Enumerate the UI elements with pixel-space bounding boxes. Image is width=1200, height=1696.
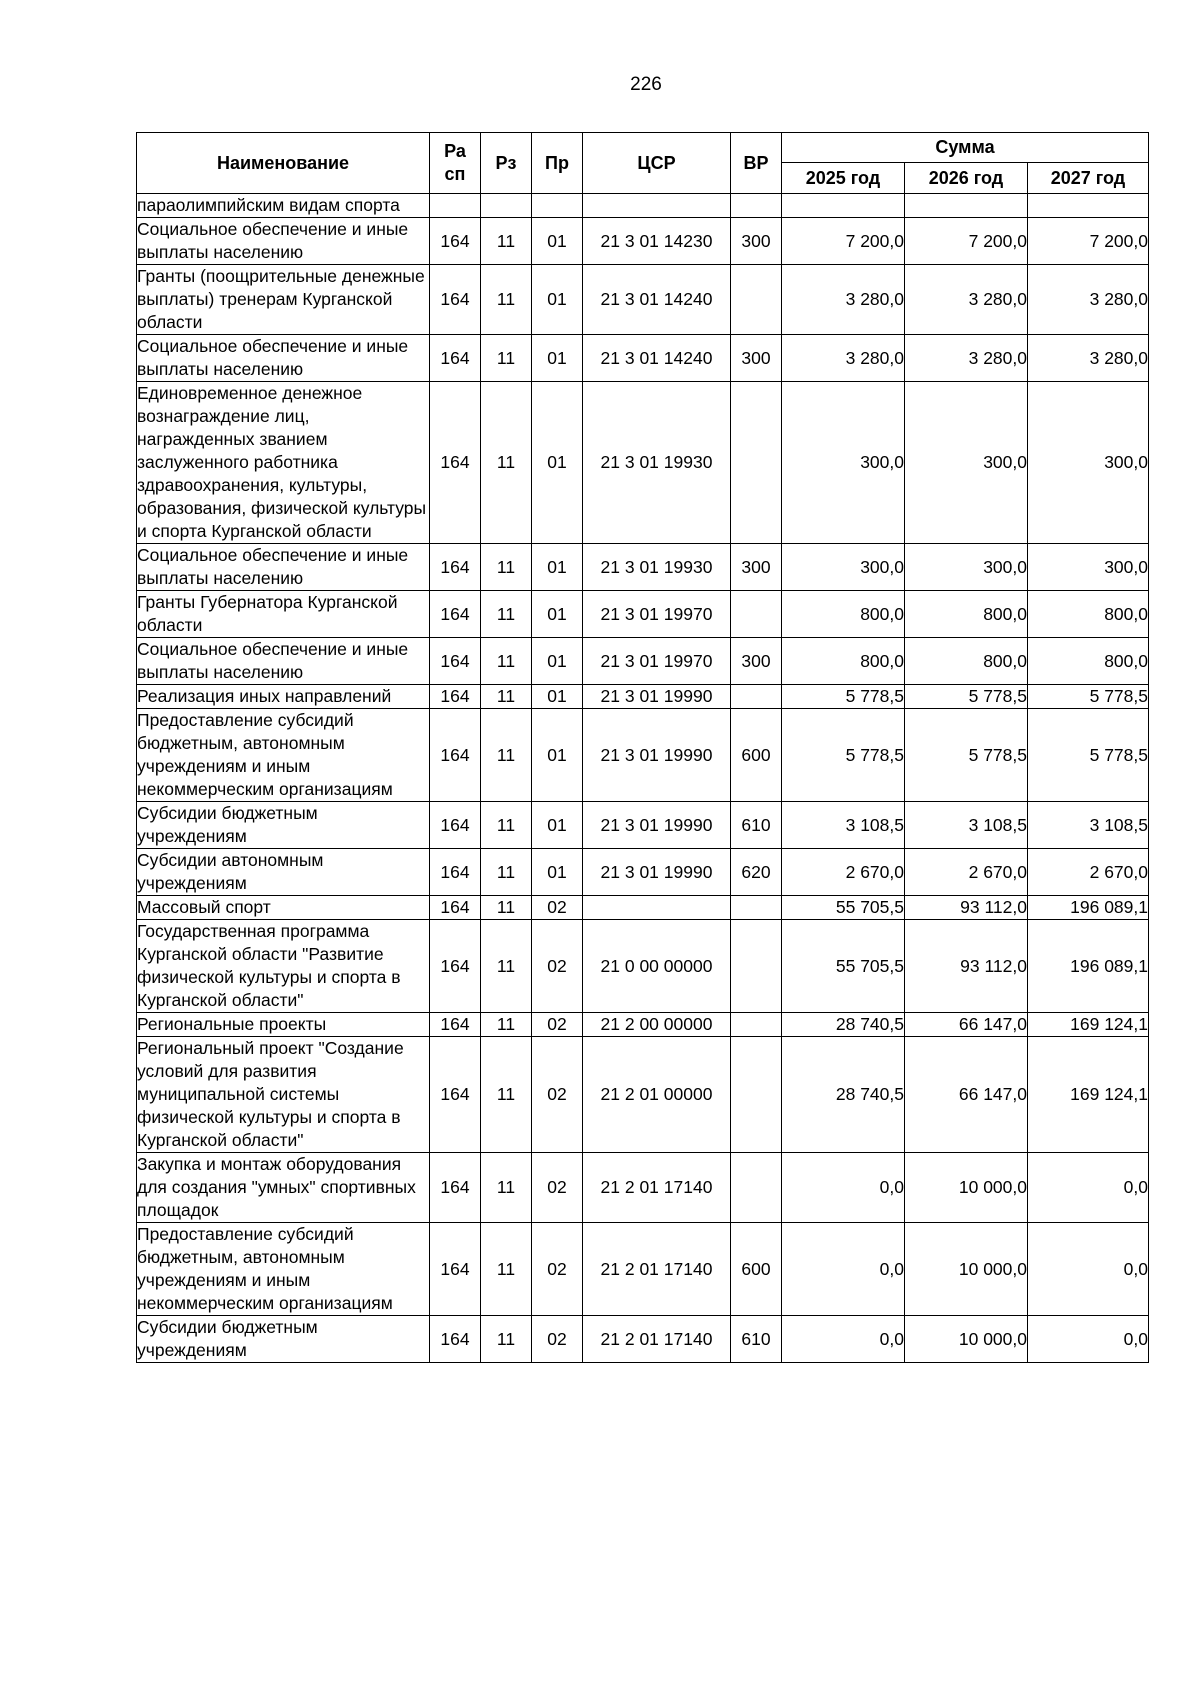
cell-csr: 21 2 01 17140 bbox=[583, 1153, 731, 1223]
cell-rz: 11 bbox=[481, 591, 532, 638]
cell-name: Массовый спорт bbox=[137, 896, 430, 920]
cell-vr: 300 bbox=[731, 544, 782, 591]
cell-2026: 66 147,0 bbox=[905, 1013, 1028, 1037]
cell-2026: 300,0 bbox=[905, 382, 1028, 544]
cell-2025: 0,0 bbox=[782, 1316, 905, 1363]
cell-rasp: 164 bbox=[430, 335, 481, 382]
cell-2027: 0,0 bbox=[1028, 1153, 1149, 1223]
cell-pr: 02 bbox=[532, 896, 583, 920]
cell-pr: 01 bbox=[532, 218, 583, 265]
cell-name: Предоставление субсидий бюджетным, автономным учреждениям и иным некоммерческим организациям bbox=[137, 1223, 430, 1316]
table-row bbox=[137, 1013, 1149, 1037]
cell-2027: 196 089,1 bbox=[1028, 896, 1149, 920]
cell-2026 bbox=[905, 194, 1028, 218]
cell-csr bbox=[583, 194, 731, 218]
cell-pr: 02 bbox=[532, 1037, 583, 1153]
table-row bbox=[137, 382, 1149, 544]
cell-pr: 02 bbox=[532, 1223, 583, 1316]
cell-pr: 01 bbox=[532, 685, 583, 709]
cell-2025: 28 740,5 bbox=[782, 1013, 905, 1037]
cell-csr: 21 3 01 19990 bbox=[583, 709, 731, 802]
cell-2025: 2 670,0 bbox=[782, 849, 905, 896]
cell-name: Гранты (поощрительные денежные выплаты) тренерам Курганской области bbox=[137, 265, 430, 335]
page-number: 226 bbox=[630, 74, 662, 95]
cell-csr: 21 2 01 17140 bbox=[583, 1223, 731, 1316]
cell-2027: 5 778,5 bbox=[1028, 685, 1149, 709]
cell-2026: 3 280,0 bbox=[905, 265, 1028, 335]
cell-2026: 5 778,5 bbox=[905, 685, 1028, 709]
cell-2026: 2 670,0 bbox=[905, 849, 1028, 896]
cell-name: Единовременное денежное вознаграждение лиц, награжденных званием заслуженного работника здравоохранения, культуры, образования, физической культуры и спорта Курганской области bbox=[137, 382, 430, 544]
cell-rz: 11 bbox=[481, 1153, 532, 1223]
header-year-2025: 2025 год bbox=[782, 163, 905, 194]
cell-2025: 0,0 bbox=[782, 1223, 905, 1316]
cell-2025: 55 705,5 bbox=[782, 920, 905, 1013]
cell-name: Социальное обеспечение и иные выплаты населению bbox=[137, 218, 430, 265]
cell-pr: 01 bbox=[532, 265, 583, 335]
cell-rz: 11 bbox=[481, 1013, 532, 1037]
header-csr: ЦСР bbox=[583, 133, 731, 194]
cell-2027: 2 670,0 bbox=[1028, 849, 1149, 896]
cell-rasp: 164 bbox=[430, 1223, 481, 1316]
table-row bbox=[137, 1153, 1149, 1223]
cell-rasp: 164 bbox=[430, 1013, 481, 1037]
cell-2025: 800,0 bbox=[782, 638, 905, 685]
cell-csr: 21 3 01 19930 bbox=[583, 382, 731, 544]
cell-pr: 01 bbox=[532, 802, 583, 849]
header-year-2027: 2027 год bbox=[1028, 163, 1149, 194]
cell-2026: 800,0 bbox=[905, 638, 1028, 685]
cell-name: Региональные проекты bbox=[137, 1013, 430, 1037]
header-name: Наименование bbox=[137, 133, 430, 194]
cell-csr: 21 3 01 19990 bbox=[583, 802, 731, 849]
cell-csr bbox=[583, 896, 731, 920]
cell-2027: 300,0 bbox=[1028, 382, 1149, 544]
cell-2027 bbox=[1028, 194, 1149, 218]
cell-2025: 5 778,5 bbox=[782, 709, 905, 802]
cell-rz: 11 bbox=[481, 638, 532, 685]
cell-vr bbox=[731, 685, 782, 709]
cell-2025 bbox=[782, 194, 905, 218]
cell-name: Государственная программа Курганской области "Развитие физической культуры и спорта в Курганской области" bbox=[137, 920, 430, 1013]
cell-pr: 02 bbox=[532, 920, 583, 1013]
cell-vr: 300 bbox=[731, 638, 782, 685]
cell-pr: 01 bbox=[532, 591, 583, 638]
cell-pr: 01 bbox=[532, 638, 583, 685]
cell-rz: 11 bbox=[481, 1316, 532, 1363]
cell-rasp: 164 bbox=[430, 382, 481, 544]
cell-rz: 11 bbox=[481, 1037, 532, 1153]
table-row bbox=[137, 802, 1149, 849]
cell-2027: 0,0 bbox=[1028, 1316, 1149, 1363]
cell-pr: 01 bbox=[532, 709, 583, 802]
cell-2025: 300,0 bbox=[782, 544, 905, 591]
cell-vr bbox=[731, 591, 782, 638]
cell-name: Субсидии бюджетным учреждениям bbox=[137, 802, 430, 849]
cell-2025: 0,0 bbox=[782, 1153, 905, 1223]
cell-2025: 28 740,5 bbox=[782, 1037, 905, 1153]
cell-vr: 610 bbox=[731, 1316, 782, 1363]
cell-2026: 93 112,0 bbox=[905, 920, 1028, 1013]
header-rasp-line2: сп bbox=[444, 164, 466, 184]
cell-vr: 300 bbox=[731, 218, 782, 265]
cell-name: Социальное обеспечение и иные выплаты населению bbox=[137, 544, 430, 591]
table-row bbox=[137, 709, 1149, 802]
cell-name: Закупка и монтаж оборудования для создания "умных" спортивных площадок bbox=[137, 1153, 430, 1223]
cell-name: параолимпийским видам спорта bbox=[137, 194, 430, 218]
table-row bbox=[137, 685, 1149, 709]
cell-2025: 3 280,0 bbox=[782, 265, 905, 335]
cell-pr bbox=[532, 194, 583, 218]
budget-table bbox=[136, 132, 1149, 1363]
table-body bbox=[137, 194, 1149, 1363]
cell-2027: 196 089,1 bbox=[1028, 920, 1149, 1013]
cell-2026: 300,0 bbox=[905, 544, 1028, 591]
cell-rasp: 164 bbox=[430, 1316, 481, 1363]
header-rasp-line1: Ра bbox=[444, 141, 466, 161]
cell-vr bbox=[731, 265, 782, 335]
cell-csr: 21 3 01 19970 bbox=[583, 591, 731, 638]
cell-rz: 11 bbox=[481, 896, 532, 920]
cell-2027: 5 778,5 bbox=[1028, 709, 1149, 802]
cell-pr: 01 bbox=[532, 382, 583, 544]
cell-csr: 21 3 01 19990 bbox=[583, 685, 731, 709]
header-year-2026: 2026 год bbox=[905, 163, 1028, 194]
table-header-row bbox=[137, 133, 1149, 163]
cell-vr bbox=[731, 896, 782, 920]
cell-rasp: 164 bbox=[430, 802, 481, 849]
cell-vr: 600 bbox=[731, 1223, 782, 1316]
cell-2027: 300,0 bbox=[1028, 544, 1149, 591]
cell-2026: 10 000,0 bbox=[905, 1316, 1028, 1363]
cell-vr bbox=[731, 1037, 782, 1153]
cell-pr: 01 bbox=[532, 849, 583, 896]
cell-2025: 7 200,0 bbox=[782, 218, 905, 265]
cell-vr: 620 bbox=[731, 849, 782, 896]
table-row bbox=[137, 1037, 1149, 1153]
table-row bbox=[137, 591, 1149, 638]
cell-2026: 10 000,0 bbox=[905, 1153, 1028, 1223]
cell-name: Субсидии бюджетным учреждениям bbox=[137, 1316, 430, 1363]
cell-vr: 300 bbox=[731, 335, 782, 382]
cell-csr: 21 3 01 19970 bbox=[583, 638, 731, 685]
cell-rz: 11 bbox=[481, 218, 532, 265]
header-pr: Пр bbox=[532, 133, 583, 194]
cell-pr: 02 bbox=[532, 1153, 583, 1223]
cell-csr: 21 3 01 14240 bbox=[583, 335, 731, 382]
cell-rasp: 164 bbox=[430, 591, 481, 638]
cell-csr: 21 3 01 19930 bbox=[583, 544, 731, 591]
header-vr: ВР bbox=[731, 133, 782, 194]
cell-vr bbox=[731, 1013, 782, 1037]
cell-name: Социальное обеспечение и иные выплаты населению bbox=[137, 638, 430, 685]
cell-2027: 3 280,0 bbox=[1028, 335, 1149, 382]
cell-name: Субсидии автономным учреждениям bbox=[137, 849, 430, 896]
cell-2027: 169 124,1 bbox=[1028, 1013, 1149, 1037]
cell-pr: 02 bbox=[532, 1013, 583, 1037]
header-sum: Сумма bbox=[782, 133, 1149, 163]
cell-pr: 01 bbox=[532, 544, 583, 591]
cell-rasp: 164 bbox=[430, 920, 481, 1013]
cell-vr bbox=[731, 194, 782, 218]
cell-2025: 5 778,5 bbox=[782, 685, 905, 709]
table-row bbox=[137, 1316, 1149, 1363]
cell-rasp: 164 bbox=[430, 1037, 481, 1153]
table-row bbox=[137, 544, 1149, 591]
cell-rz: 11 bbox=[481, 685, 532, 709]
cell-2025: 55 705,5 bbox=[782, 896, 905, 920]
cell-2025: 3 108,5 bbox=[782, 802, 905, 849]
cell-name: Гранты Губернатора Курганской области bbox=[137, 591, 430, 638]
cell-rasp: 164 bbox=[430, 218, 481, 265]
table-row bbox=[137, 849, 1149, 896]
cell-pr: 02 bbox=[532, 1316, 583, 1363]
cell-rasp: 164 bbox=[430, 896, 481, 920]
cell-rz: 11 bbox=[481, 802, 532, 849]
cell-rasp: 164 bbox=[430, 709, 481, 802]
cell-vr bbox=[731, 920, 782, 1013]
cell-pr: 01 bbox=[532, 335, 583, 382]
cell-csr: 21 3 01 14240 bbox=[583, 265, 731, 335]
header-rz: Рз bbox=[481, 133, 532, 194]
cell-2026: 7 200,0 bbox=[905, 218, 1028, 265]
cell-name: Реализация иных направлений bbox=[137, 685, 430, 709]
cell-2026: 3 108,5 bbox=[905, 802, 1028, 849]
cell-csr: 21 0 00 00000 bbox=[583, 920, 731, 1013]
cell-rz: 11 bbox=[481, 920, 532, 1013]
cell-2026: 3 280,0 bbox=[905, 335, 1028, 382]
cell-rz: 11 bbox=[481, 709, 532, 802]
cell-rasp: 164 bbox=[430, 849, 481, 896]
cell-2026: 800,0 bbox=[905, 591, 1028, 638]
cell-2027: 0,0 bbox=[1028, 1223, 1149, 1316]
cell-rz: 11 bbox=[481, 265, 532, 335]
header-rasp bbox=[430, 133, 481, 194]
cell-2025: 3 280,0 bbox=[782, 335, 905, 382]
cell-vr bbox=[731, 382, 782, 544]
cell-rz: 11 bbox=[481, 849, 532, 896]
cell-2027: 3 108,5 bbox=[1028, 802, 1149, 849]
cell-rasp: 164 bbox=[430, 685, 481, 709]
table-row bbox=[137, 335, 1149, 382]
cell-csr: 21 2 01 17140 bbox=[583, 1316, 731, 1363]
cell-rasp: 164 bbox=[430, 1153, 481, 1223]
table-row bbox=[137, 1223, 1149, 1316]
cell-vr: 610 bbox=[731, 802, 782, 849]
cell-csr: 21 2 01 00000 bbox=[583, 1037, 731, 1153]
cell-2026: 5 778,5 bbox=[905, 709, 1028, 802]
cell-name: Региональный проект "Создание условий для развития муниципальной системы физической культуры и спорта в Курганской области" bbox=[137, 1037, 430, 1153]
cell-vr: 600 bbox=[731, 709, 782, 802]
cell-rasp: 164 bbox=[430, 544, 481, 591]
cell-rasp: 164 bbox=[430, 265, 481, 335]
table-row bbox=[137, 218, 1149, 265]
cell-rz: 11 bbox=[481, 544, 532, 591]
cell-name: Социальное обеспечение и иные выплаты населению bbox=[137, 335, 430, 382]
table-row bbox=[137, 638, 1149, 685]
cell-2025: 300,0 bbox=[782, 382, 905, 544]
cell-2027: 800,0 bbox=[1028, 591, 1149, 638]
cell-vr bbox=[731, 1153, 782, 1223]
cell-rz: 11 bbox=[481, 335, 532, 382]
cell-2026: 66 147,0 bbox=[905, 1037, 1028, 1153]
table-row bbox=[137, 194, 1149, 218]
cell-2026: 93 112,0 bbox=[905, 896, 1028, 920]
cell-2027: 800,0 bbox=[1028, 638, 1149, 685]
cell-2026: 10 000,0 bbox=[905, 1223, 1028, 1316]
cell-2027: 7 200,0 bbox=[1028, 218, 1149, 265]
cell-csr: 21 3 01 19990 bbox=[583, 849, 731, 896]
cell-rasp: 164 bbox=[430, 638, 481, 685]
cell-2025: 800,0 bbox=[782, 591, 905, 638]
cell-2027: 3 280,0 bbox=[1028, 265, 1149, 335]
cell-csr: 21 2 00 00000 bbox=[583, 1013, 731, 1037]
cell-csr: 21 3 01 14230 bbox=[583, 218, 731, 265]
cell-2027: 169 124,1 bbox=[1028, 1037, 1149, 1153]
table-row bbox=[137, 896, 1149, 920]
cell-name: Предоставление субсидий бюджетным, автономным учреждениям и иным некоммерческим организациям bbox=[137, 709, 430, 802]
cell-rz bbox=[481, 194, 532, 218]
cell-rasp bbox=[430, 194, 481, 218]
table-row bbox=[137, 265, 1149, 335]
cell-rz: 11 bbox=[481, 382, 532, 544]
cell-rz: 11 bbox=[481, 1223, 532, 1316]
table-row bbox=[137, 920, 1149, 1013]
